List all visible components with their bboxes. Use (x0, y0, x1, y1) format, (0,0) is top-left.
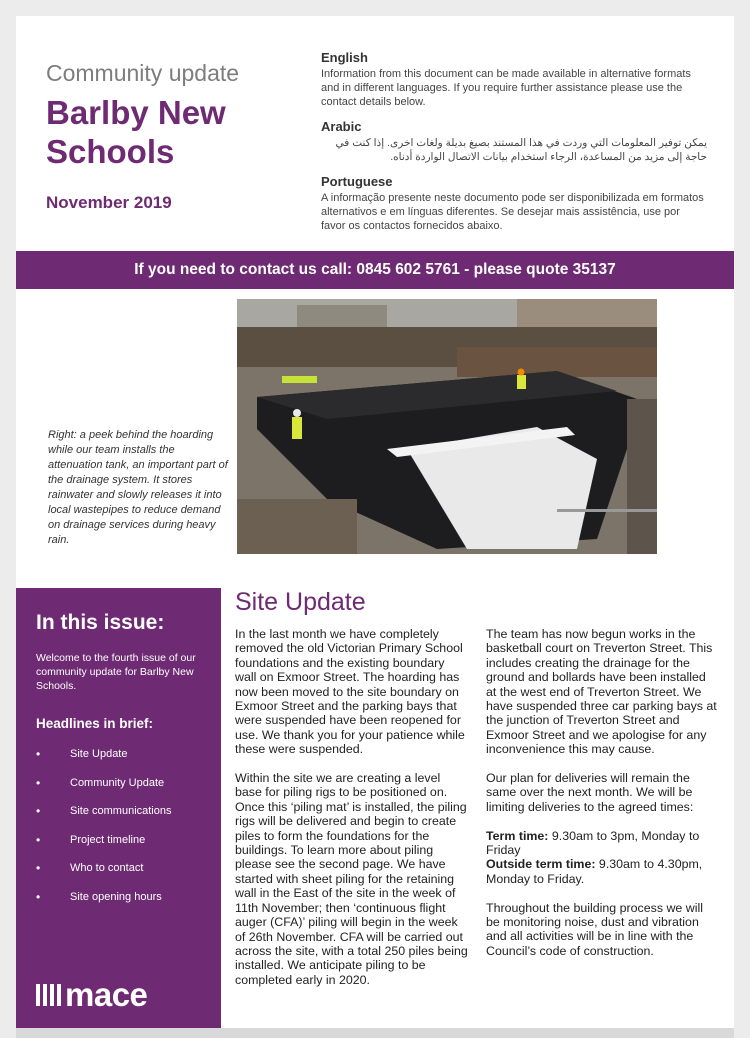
site-update-heading: Site Update (235, 588, 366, 616)
page-title-line1: Barlby New (46, 94, 226, 131)
language-notice (321, 50, 707, 243)
headline-item: • Who to contact (36, 862, 216, 891)
next-page-edge (16, 1028, 734, 1038)
mace-bars-icon (36, 984, 61, 1006)
term-time-text: 9.30am to 3pm, Monday to Friday (486, 828, 700, 858)
header (46, 60, 296, 213)
mace-logo (36, 976, 148, 1013)
sidebar-intro: Welcome to the fourth issue of our community update for Barlby New Schools. (36, 652, 196, 692)
photo-caption: Right: a peek behind the hoarding while our team installs the attenuation tank, an important part of the drainage system. It stores rainwater and slowly releases it into local wastepipes to reduce demand on drainage services during heavy rain. (48, 429, 228, 546)
language-block-arabic (321, 119, 707, 164)
issue-date: November 2019 (46, 193, 172, 212)
language-block-english (321, 50, 707, 109)
term-time-label: Term time: (486, 828, 549, 843)
contact-bar: If you need to contact us call: 0845 602 5761 - please quote 35137 (16, 251, 734, 289)
paragraph: Throughout the building process we will be monitoring noise, dust and vibration and all activities will be in line with the Council’s code of construction. (486, 900, 703, 958)
paragraph: Our plan for deliveries will remain the same over the next month. We will be limiting deliveries to the agreed times: (486, 771, 694, 814)
paragraph: The team has now begun works in the basketball court on Treverton Street. This includes creating the drainage for the ground and bollards have been installed at the west end of Treverton Street. We have suspended three car parking bays at the junction of Treverton Street and Exmoor Street and we apologise for any inconvenience this may cause. (486, 627, 717, 757)
language-block-portuguese (321, 174, 707, 233)
mace-logo-text: mace (65, 976, 148, 1013)
outside-term-text: 9.30am to 4.30pm, Monday to Friday. (486, 857, 703, 886)
paragraph: Within the site we are creating a level base for piling rigs to be positioned on. Once this ‘piling mat’ is installed, the piling rigs will be delivered and begin to create piles to form the foundations for the buildings. To learn more about piling please see the second page. We have started with sheet piling for the retaining wall in the East of the site in the week of 11th November; then ‘continuous flight auger (CFA)’ piling will begin in the week of 26th November. CFA will be carried out across the site, with a total 250 piles being installed. We anticipate piling to be completed early in 2020. (235, 771, 468, 987)
header-kicker: Community update (46, 60, 240, 86)
delivery-times (486, 829, 719, 887)
headline-item: • Community Update (36, 777, 216, 806)
headlines-list (36, 748, 216, 919)
site-photo (237, 299, 657, 554)
headline-item: • Site communications (36, 805, 216, 834)
language-text: Information from this document can be made available in alternative formats and in different languages. If you require further assistance please use the contact details below. (321, 68, 691, 108)
page-title (46, 93, 296, 171)
headline-item: • Site opening hours (36, 891, 216, 920)
outside-term-label: Outside term time: (486, 857, 596, 872)
language-name: Arabic (321, 119, 362, 134)
newsletter-page (16, 16, 734, 1028)
language-name: English (321, 50, 368, 65)
headlines-heading: Headlines in brief: (36, 716, 154, 731)
in-this-issue-sidebar (16, 588, 221, 1028)
language-text: A informação presente neste documento pode ser disponibilizada em formatos alternativos e em línguas diferentes. Se desejar mais assistência, use por favor os contactos fornecidos abaixo. (321, 192, 704, 232)
page-title-line2: Schools (46, 133, 175, 170)
language-name: Portuguese (321, 174, 393, 189)
headline-item: • Project timeline (36, 834, 216, 863)
attenuation-tank-photo-icon (237, 299, 657, 554)
site-update-column-1 (235, 627, 468, 1002)
sidebar-title: In this issue: (36, 611, 165, 634)
headline-item: • Site Update (36, 748, 216, 777)
language-text: يمكن توفير المعلومات التي وردت في هذا المستند بصيغ بديلة ولغات اخرى. إذا كنت في حاجة إلى مزيد من المساعدة، الرجاء استخدام بيانات الاتصال الواردة أدناه. (335, 137, 707, 163)
paragraph: In the last month we have completely removed the old Victorian Primary School foundations and the existing boundary wall on Exmoor Street. The hoarding has now been moved to the site boundary on Exmoor Street and the parking bays that were suspended have been reopened for use. We thank you for your patience while these were suspended. (235, 627, 465, 757)
site-update-column-2 (486, 627, 719, 973)
